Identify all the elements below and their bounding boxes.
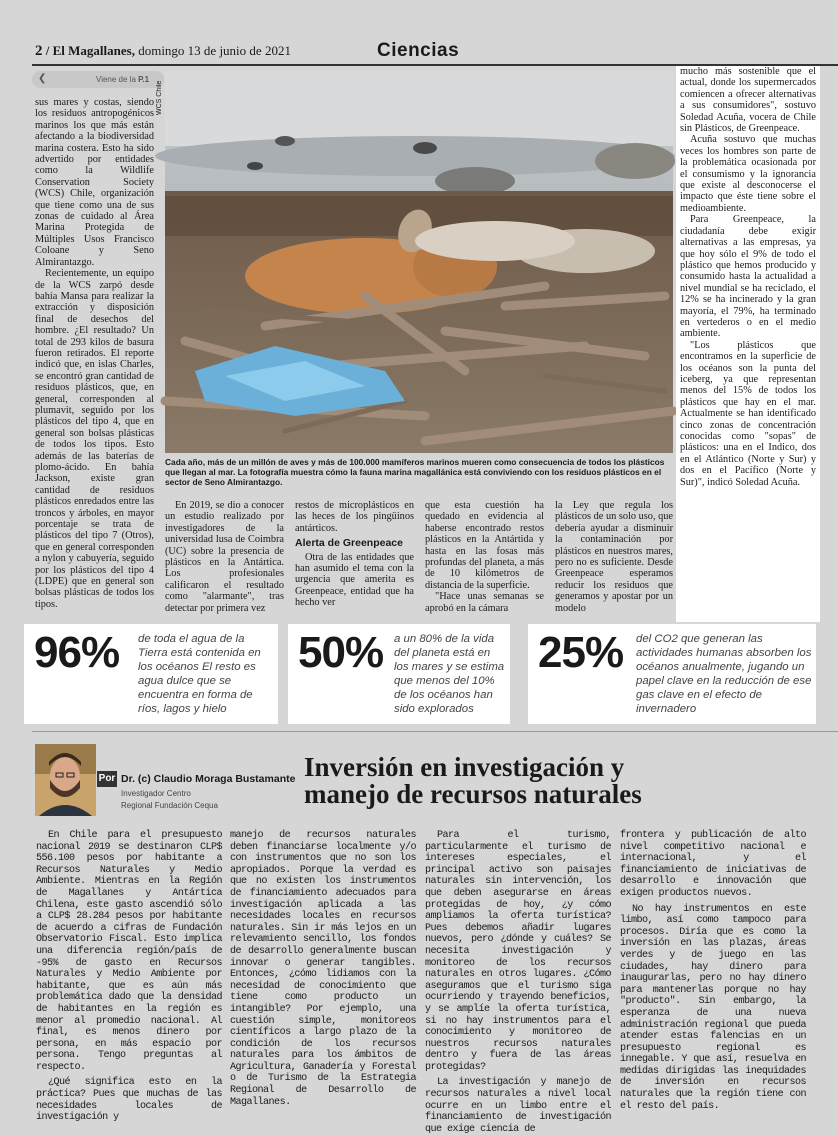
opinion-paragraph: En Chile para el presupuesto nacional 2019 se destinaron CLP$ 556.100 pesos por habitante a Recursos Naturales y Medio Ambiente. Mientras en la Región de Magallanes y Antártica Chilena, este gasto ascendió sólo a CLP$ 28.284 pesos por habitante de acuerdo a cifras de Fundación Observatorio Fiscal. Esto implica una diferencia región/país de -95% de gasto en Recursos Naturales y Medio Ambiente por habitante, que es aún más problemática dado que la densidad de habitantes en la región es menor al promedio nacional. Al final, es menos dinero por persona, en más espacio por persona. Tengo preguntas al respecto.: [36, 830, 222, 1073]
jump-label: Viene de la P.1: [96, 75, 150, 84]
author-affiliation: Regional Fundación Cequa: [121, 801, 218, 810]
article-paragraph: En 2019, se dio a conocer un estudio realizado por investigadores de la universidad lusa de Coimbra (UC) sobre la presencia de plásticos en la Antártica. Los profesionales calificaron el resultado como "alarmante", tras detectar por primera vez: [165, 500, 284, 614]
stat-description: a un 80% de la vida del planeta está en los mares y se estima que menos del 10% de los océanos han sido explorados: [394, 633, 505, 715]
article-column-1: [35, 97, 154, 621]
author-photo: [35, 744, 96, 816]
por-badge: Por: [97, 771, 117, 787]
page-header: [32, 40, 838, 64]
article-paragraph: mucho más sostenible que el actual, donde los supermercados comiencen a ofrecer alternativas a sus consumidores", sostuvo Soledad Acuña, vocera de Chile sin Plásticos, de Greenpeace.: [680, 66, 816, 135]
masthead: / El Magallanes,: [45, 43, 135, 58]
article-paragraph: restos de microplásticos en las heces de los pingüinos antárticos.: [295, 500, 414, 534]
stat-description: del CO2 que generan las actividades humanas absorben los océanos anualmente, jugando un papel clave en la reducción de ese gas clave en el efecto de invernadero: [636, 633, 812, 715]
stat-value: 50%: [298, 628, 384, 677]
opinion-paragraph: La investigación y manejo de recursos naturales a nivel local ocurre en un limbo entre el financiamiento de investigación que exige ciencia de: [425, 1077, 611, 1135]
chevron-left-icon: ❮: [38, 73, 47, 84]
article-paragraph: Para Greenpeace, la ciudadanía debe exigir alternativas a las empresas, ya que hoy sólo el 9% de todo el plástico que hemos producido y consumido hasta la actualidad a nivel mundial se ha reciclado, el 12% se ha incinerado y la gran mayoría, el 79%, ha terminado en vertederos o en el medio ambiente.: [680, 214, 816, 340]
stat-value: 96%: [34, 628, 120, 677]
opinion-column-2: [230, 830, 416, 1108]
article-right-column: [676, 66, 820, 622]
page-number: 2: [35, 43, 43, 59]
article-paragraph: sus mares y costas, siendo los residuos antropogénicos marinos los que más están afectando a la biodiversidad marina costera. Esto ha sido advertido por entidades como la Wildlife Conservation Society (WCS) Chile, organización que tiene como una de sus zonas de cuidado al Área Marina Protegida de Múltiples Usos Francisco Coloane y Seno Almirantazgo.: [35, 97, 154, 268]
article-paragraph: Otra de las entidades que han asumido el tema con la urgencia que amerita es Greenpeace, entidad que ha hecho ver: [295, 551, 414, 609]
article-paragraph: "Hace unas semanas se aprobó en la cámara: [425, 591, 544, 614]
stat-box-1: [24, 624, 278, 724]
article-column-3: [295, 500, 414, 622]
opinion-paragraph: manejo de recursos naturales deben financiarse localmente y/o con instrumentos que no son los apropiados. Porque la verdad es que no existen los instrumentos de financiamiento adecuados para investigación aplicada a las necesidades locales en recursos naturales. Sin ir más lejos en un relevamiento sencillo, los fondos de desarrollo generalmente buscan innovar o generar tangibles. Entonces, ¿cómo lidiamos con la necesidad de conocimiento que tiene como producto un intangible? Por ejemplo, una cuestión simple, monitoreos científicos a largo plazo de la condición de los recursos naturales para los ámbitos de Agricultura, Ganadería y Forestal o de Turismo de la Estrategia Regional de Desarrollo de Magallanes.: [230, 830, 416, 1108]
opinion-paragraph: No hay instrumentos en este limbo, así como tampoco para procesos. Diría que es como la inversión en las plazas, áreas verdes y de juego en las ciudades, hay dinero para inaugurarlas, pero no hay dinero para mantenerlas porque no hay "producto". Sin embargo, la esperanza de una nueva administración regional que pueda atender estas falencias en un presupuesto regional es innegable. Y que así, resuelva en medidas dirigidas las inequidades de inversión en recursos naturales que la región tiene con el resto del país.: [620, 903, 806, 1112]
jump-from-tag[interactable]: [32, 71, 164, 88]
photo-credit: WCS Chile: [156, 80, 163, 115]
photo-caption: Cada año, más de un millón de aves y más de 100.000 mamíferos marinos mueren como consecuencia de todos los plásticos que llegan al mar. La fotografía muestra cómo la fauna marina magallánica está conviviendo con los residuos plásticos en el sector de Seno Almirantazgo.: [165, 457, 665, 488]
section-divider: [32, 731, 838, 732]
article-paragraph: Acuña sostuvo que muchas veces los hombres son parte de la problemática ocasionada por el consumismo y la ignorancia que existe al desconocerse el impacto que éste tiene sobre el medioambiente.: [680, 134, 816, 214]
folio: [35, 43, 291, 60]
article-right-text: [680, 66, 816, 622]
article-column-5: [555, 500, 673, 622]
article-paragraph: que esta cuestión ha quedado en evidencia al haberse encontrado restos plásticos en la Antártida y hasta en las fosas más profundas del planeta, a más de 10 kilómetros de distancia de la superficie.: [425, 500, 544, 591]
elephant-seal-beach-image: [165, 71, 673, 453]
opinion-paragraph: frontera y publicación de alto nivel competitivo nacional e internacional, y el financiamiento de iniciativas de desarrollo e innovación que exigen productos nuevos.: [620, 830, 806, 899]
opinion-column-1: [36, 830, 222, 1124]
section-title: Ciencias: [377, 40, 460, 61]
stat-box-2: [288, 624, 510, 724]
author-role: Investigador Centro: [121, 789, 191, 798]
issue-date: domingo 13 de junio de 2021: [138, 43, 291, 58]
article-paragraph: la Ley que regula los plásticos de un solo uso, que debería ayudar a disminuir la contaminación por plásticos en nuestros mares, pero no es suficiente. Desde Greenpeace esperamos reducir los residuos que generamos y apostar por un modelo: [555, 500, 673, 614]
opinion-column-3: [425, 830, 611, 1135]
stat-value: 25%: [538, 628, 624, 677]
author-name: Dr. (c) Claudio Moraga Bustamante: [121, 773, 296, 785]
opinion-title: Inversión en investigación y manejo de recursos naturales: [304, 752, 642, 809]
stat-description: de toda el agua de la Tierra está contenida en los océanos El resto es agua dulce que se encuentra en forma de ríos, lagos y hielo: [138, 633, 261, 715]
stat-box-3: [528, 624, 816, 724]
author-portrait: [35, 744, 96, 816]
opinion-column-4: [620, 830, 806, 1112]
article-paragraph: Recientemente, un equipo de la WCS zarpó desde bahía Mansa para realizar la extracción y disposición final de desechos del hombre. ¿El resultado? Un total de 293 kilos de basura fueron retirados. El reporte indicó que, en islas Charles, se encontró gran cantidad de residuos plásticos, que, en general, corresponden al plumavit, seguido por los plásticos del tipo 4, que en general son bolsas plásticas de todos los tipos. Esto además de las baterías de plomo-ácido. En bahía Jackson, existe gran cantidad de residuos plásticos enredados entre las troncos y árboles, en mayor porcentaje se trata de plásticos del tipo 7 (Otros), que en general corresponden a nylon y cabuyería, seguido por los plásticos del tipo 4 (LDPE) que en general son bolsas plásticas de todos los tipos.: [35, 268, 154, 610]
opinion-paragraph: ¿Qué significa esto en la práctica? Pues que muchas de las necesidades locales de investigación y: [36, 1077, 222, 1124]
article-paragraph: "Los plásticos que encontramos en la superficie de los océanos son la punta del iceberg, ya que representan menos del 15% de todos los plásticos que hay en el mar. Actualmente se han identificado cinco zonas de concentración conocidas como "sopas" de plásticos: una en el Indico, dos en el Atlántico (Norte y Sur) y dos en el Pacífico (Norte y Sur)", indicó Soledad Acuña.: [680, 339, 816, 488]
opinion-paragraph: Para el turismo, particularmente el turismo de intereses especiales, el principal activo son paisajes naturales sin intervención, los que deben asegurarse en áreas protegidas de hoy, ¿y cómo ampliamos la oferta turística? Pues debemos añadir lugares nuevos, pero ¿dónde y cuáles? Se necesita investigación y monitoreo de los recursos naturales en otros lugares. ¿Cómo aseguramos que el turismo siga ocurriendo y trayendo beneficios, y se amplíe la oferta turística, si no hay instrumentos para el conocimiento y monitoreo de nuestros recursos naturales dentro y fuera de las áreas protegidas?: [425, 830, 611, 1073]
subheading: Alerta de Greenpeace: [295, 537, 403, 550]
seal-photo: [165, 71, 673, 453]
article-column-4: [425, 500, 544, 622]
article-column-2: [165, 500, 284, 622]
